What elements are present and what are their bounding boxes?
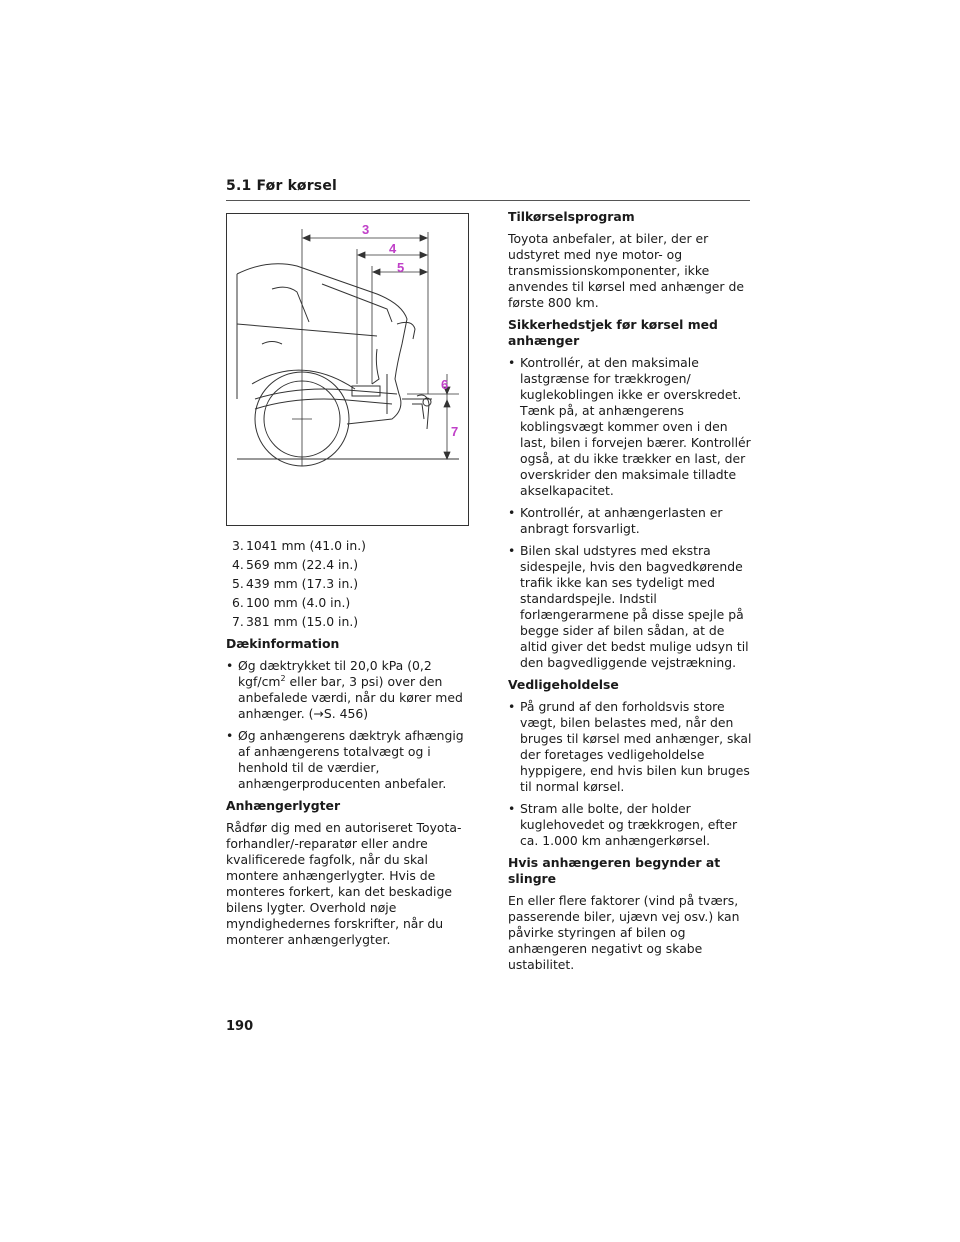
dimension-number: 6. <box>232 595 244 610</box>
dimension-number: 5. <box>232 576 244 591</box>
right-column <box>508 209 752 979</box>
towing-dimensions-figure <box>226 213 469 526</box>
list-item: • Bilen skal udstyres med ekstra sidespejle, hvis den bagvedkørende trafik ikke kan ses tydeligt med standardspejle. Indstil forlængerarmene på disse spejle på begge sider af bilen sådan, at de altid giver det bedst mulige udsyn til den bagvedliggende vejstrækning. <box>508 543 752 671</box>
tires-bullet-text: eller bar, 3 psi) over den anbefalede værdi, når du kører med anhænger. (→S. 456) <box>238 674 463 721</box>
sway-paragraph: En eller flere faktorer (vind på tværs, passerende biler, ujævn vej osv.) kan påvirke styringen af bilen og anhængeren negativt og skabe ustabilitet. <box>508 893 740 972</box>
list-item <box>232 614 472 630</box>
list-item: • Kontrollér, at anhængerlasten er anbragt forsvarligt. <box>508 505 752 537</box>
callout-4: 4 <box>389 241 397 256</box>
lights-heading: Anhængerlygter <box>226 798 341 813</box>
maintenance-heading: Vedligeholdelse <box>508 677 619 692</box>
dimension-value: 381 mm (15.0 in.) <box>246 614 359 629</box>
list-item: • På grund af den forholdsvis store vægt, bilen belastes med, når den bruges til kørsel med anhænger, skal der foretages vedligeholdelse hyppigere, end hvis bilen kun bruges til normal kørsel. <box>508 699 752 795</box>
lights-paragraph: Rådfør dig med en autoriseret Toyota-forhandler/-reparatør eller andre kvalificerede fagfolk, når du skal montere anhængerlygter. Hvis de monteres forkert, kan det beskadige bilens lygter. Overhold nøje myndighedernes forskrifter, når du monterer anhængerlygter. <box>226 820 462 947</box>
dimension-list <box>226 538 472 630</box>
tires-bullet-text: Øg dæktrykket til 20,0 kPa (0,2 kgf/cm <box>238 658 432 689</box>
car-rear-illustration <box>227 214 468 525</box>
section-title: 5.1 Før kørsel <box>226 178 338 194</box>
dimension-value: 100 mm (4.0 in.) <box>246 595 351 610</box>
tires-heading: Dækinformation <box>226 636 340 651</box>
list-item <box>232 576 472 592</box>
list-item: • Stram alle bolte, der holder kuglehovedet og trækkrogen, efter ca. 1.000 km anhængerkørsel. <box>508 801 752 849</box>
callout-6: 6 <box>441 377 449 392</box>
callout-5: 5 <box>397 260 405 275</box>
list-item <box>232 595 472 611</box>
dimension-value: 439 mm (17.3 in.) <box>246 576 359 591</box>
dimension-number: 7. <box>232 614 244 629</box>
break-in-paragraph: Toyota anbefaler, at biler, der er udstyret med nye motor- og transmissionskomponenter, ikke anvendes til kørsel med anhænger de første 800 km. <box>508 231 744 310</box>
tires-list <box>226 658 472 792</box>
sway-heading: Hvis anhængeren begynder at slingre <box>508 855 721 886</box>
superscript: 2 <box>280 673 286 683</box>
page-number: 190 <box>226 1019 254 1034</box>
list-item <box>232 557 472 573</box>
list-item <box>232 538 472 554</box>
break-in-heading: Tilkørselsprogram <box>508 209 635 224</box>
callout-7: 7 <box>451 424 459 439</box>
dimension-value: 569 mm (22.4 in.) <box>246 557 359 572</box>
left-column <box>226 538 472 954</box>
safety-heading: Sikkerhedstjek før kørsel med anhænger <box>508 317 718 348</box>
callout-3: 3 <box>362 222 370 237</box>
list-item: • Øg anhængerens dæktryk afhængig af anhængerens totalvægt og i henhold til de værdier, anhængerproducenten anbefaler. <box>226 728 472 792</box>
safety-list <box>508 355 752 671</box>
list-item: • Kontrollér, at den maksimale lastgrænse for trækkrogen/ kuglekoblingen ikke er overskredet. Tænk på, at anhængerens koblingsvægt kommer oven i den last, bilen i forvejen bærer. Kontrollér også, at du ikke trækker en last, der overskrider den maksimale tilladte akselkapacitet. <box>508 355 752 499</box>
section-header <box>226 178 750 201</box>
list-item <box>226 658 472 722</box>
dimension-value: 1041 mm (41.0 in.) <box>246 538 366 553</box>
dimension-number: 3. <box>232 538 244 553</box>
dimension-number: 4. <box>232 557 244 572</box>
maintenance-list <box>508 699 752 849</box>
